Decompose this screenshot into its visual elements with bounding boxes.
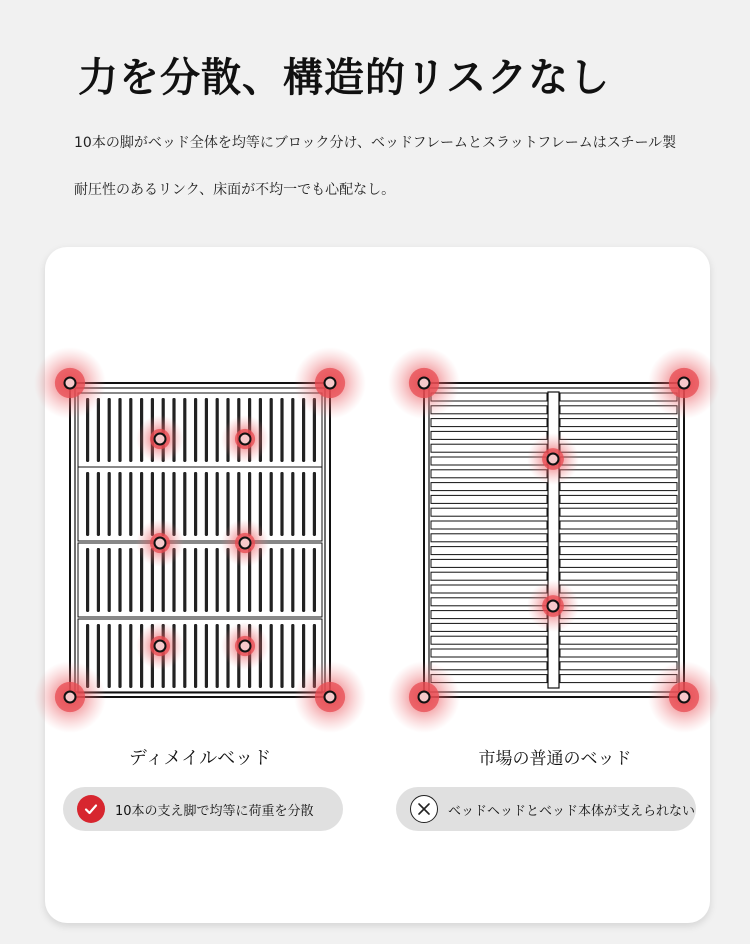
- left-slat: [291, 548, 294, 612]
- right-slat: [560, 649, 677, 657]
- left-bed-diagram: [70, 383, 330, 697]
- left-slat: [194, 472, 197, 536]
- left-slat: [118, 624, 121, 688]
- right-slat: [560, 547, 677, 555]
- support-point: [648, 347, 720, 419]
- left-slat: [291, 624, 294, 688]
- left-slat: [313, 548, 316, 612]
- left-slat: [291, 472, 294, 536]
- right-slat: [431, 559, 547, 567]
- left-slat: [194, 398, 197, 462]
- right-slat: [560, 572, 677, 580]
- left-slat: [216, 398, 219, 462]
- right-slat: [431, 662, 547, 670]
- right-slat: [431, 521, 547, 529]
- support-ring: [155, 538, 166, 549]
- left-slat: [270, 548, 273, 612]
- left-slat: [291, 398, 294, 462]
- right-slat: [431, 470, 547, 478]
- right-slat: [560, 495, 677, 503]
- right-slat: [431, 534, 547, 542]
- right-slat: [560, 521, 677, 529]
- right-slat: [560, 483, 677, 491]
- cross-icon: [410, 795, 438, 823]
- support-point: [388, 347, 460, 419]
- left-slat: [205, 624, 208, 688]
- right-slat: [431, 623, 547, 631]
- left-slat: [205, 472, 208, 536]
- left-slat: [97, 548, 100, 612]
- left-slat: [108, 548, 111, 612]
- support-ring: [65, 692, 76, 703]
- right-slat: [431, 508, 547, 516]
- right-slat: [560, 636, 677, 644]
- left-slat: [129, 472, 132, 536]
- support-point: [136, 519, 184, 567]
- left-slat: [280, 398, 283, 462]
- page-title: 力を分散、構造的リスクなし: [78, 55, 611, 101]
- right-slat: [560, 623, 677, 631]
- left-slat: [216, 548, 219, 612]
- left-slat: [216, 624, 219, 688]
- left-slat: [108, 398, 111, 462]
- right-slat: [560, 662, 677, 670]
- left-slat: [118, 548, 121, 612]
- left-slat: [270, 472, 273, 536]
- left-slat: [280, 548, 283, 612]
- left-slat: [205, 398, 208, 462]
- support-ring: [65, 378, 76, 389]
- description-line-2: 耐圧性のあるリンク、床面が不均一でも心配なし。: [74, 182, 396, 198]
- right-slat: [431, 495, 547, 503]
- left-slat: [118, 398, 121, 462]
- right-slat: [560, 431, 677, 439]
- left-slat: [108, 624, 111, 688]
- left-slat: [280, 624, 283, 688]
- left-slat: [270, 624, 273, 688]
- support-ring: [240, 538, 251, 549]
- left-slat: [183, 398, 186, 462]
- left-slat: [302, 472, 305, 536]
- support-ring: [679, 692, 690, 703]
- support-point: [648, 661, 720, 733]
- right-feature-badge: [396, 787, 696, 831]
- left-slat: [194, 624, 197, 688]
- right-slat: [431, 649, 547, 657]
- support-point: [527, 433, 579, 485]
- support-ring: [240, 434, 251, 445]
- right-slat: [560, 559, 677, 567]
- right-slat: [431, 585, 547, 593]
- support-point: [294, 347, 366, 419]
- support-point: [221, 519, 269, 567]
- left-slat: [108, 472, 111, 536]
- support-ring: [419, 692, 430, 703]
- left-slat: [118, 472, 121, 536]
- description-line-1: 10本の脚がベッド全体を均等にブロック分け、ベッドフレームとスラットフレームはスチール製: [74, 135, 677, 151]
- left-bed-label: ディメイルベッド: [128, 748, 272, 769]
- support-ring: [325, 692, 336, 703]
- support-point: [34, 661, 106, 733]
- left-slat: [129, 624, 132, 688]
- left-slat: [183, 624, 186, 688]
- right-slat: [560, 419, 677, 427]
- support-point: [527, 580, 579, 632]
- right-slat: [431, 572, 547, 580]
- right-slat: [560, 585, 677, 593]
- left-slat: [280, 472, 283, 536]
- support-ring: [679, 378, 690, 389]
- left-slat: [129, 398, 132, 462]
- right-slat: [431, 547, 547, 555]
- right-bed-label: 市場の普通のベッド: [478, 749, 632, 769]
- support-ring: [155, 434, 166, 445]
- left-slat: [313, 472, 316, 536]
- left-slat: [270, 398, 273, 462]
- left-slat: [86, 548, 89, 612]
- right-slat: [431, 431, 547, 439]
- support-ring: [240, 641, 251, 652]
- support-point: [294, 661, 366, 733]
- left-slat: [302, 548, 305, 612]
- support-point: [221, 415, 269, 463]
- support-ring: [419, 378, 430, 389]
- support-ring: [548, 601, 559, 612]
- left-feature-badge: [63, 787, 343, 831]
- right-slat: [560, 508, 677, 516]
- support-ring: [155, 641, 166, 652]
- left-slat: [86, 472, 89, 536]
- left-slat: [216, 472, 219, 536]
- left-feature-text: 10本の支え脚で均等に荷重を分散: [115, 803, 314, 819]
- left-slat: [183, 548, 186, 612]
- support-point: [136, 622, 184, 670]
- support-point: [221, 622, 269, 670]
- left-slat: [97, 472, 100, 536]
- right-feature-text: ベッドヘッドとベッド本体が支えられない: [448, 803, 696, 819]
- support-point: [388, 661, 460, 733]
- left-slat: [97, 398, 100, 462]
- right-slat: [560, 534, 677, 542]
- left-slat: [194, 548, 197, 612]
- right-slat: [431, 483, 547, 491]
- right-slat: [431, 419, 547, 427]
- check-icon: [77, 795, 105, 823]
- support-point: [34, 347, 106, 419]
- left-slat: [183, 472, 186, 536]
- support-ring: [548, 454, 559, 465]
- right-slat: [560, 470, 677, 478]
- support-point: [136, 415, 184, 463]
- left-slat: [205, 548, 208, 612]
- right-slat: [431, 636, 547, 644]
- right-bed-diagram: [424, 383, 684, 697]
- left-slat: [129, 548, 132, 612]
- support-ring: [325, 378, 336, 389]
